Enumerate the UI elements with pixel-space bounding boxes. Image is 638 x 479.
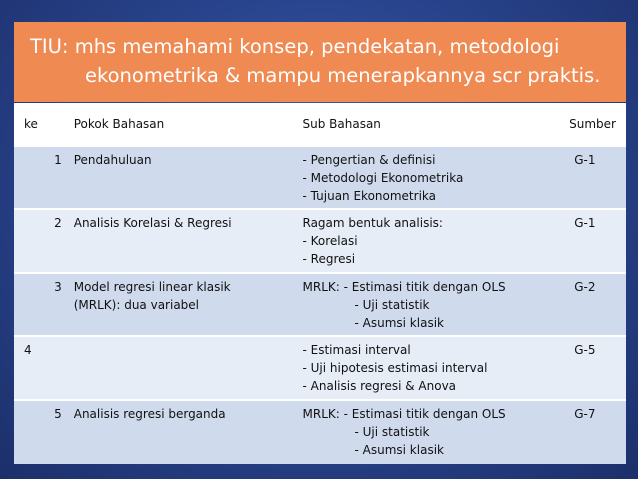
- sub-line: - Analisis regresi & Anova: [302, 379, 457, 393]
- row-sumber: G-5: [574, 343, 596, 357]
- pokok-line: Model regresi linear klasik: [73, 280, 231, 294]
- sub-line: - Uji statistik: [354, 425, 430, 439]
- sub-line: Ragam bentuk analisis:: [302, 216, 443, 230]
- sub-line: - Tujuan Ekonometrika: [302, 189, 436, 203]
- sub-line: - Asumsi klasik: [354, 316, 444, 330]
- sub-line: - Metodologi Ekonometrika: [302, 171, 464, 185]
- slide-title: [14, 22, 626, 102]
- header-sumber: Sumber: [569, 117, 616, 131]
- row-pokok: [66, 273, 295, 336]
- row-number: 5: [54, 407, 62, 421]
- sub-line: - Estimasi interval: [302, 343, 411, 357]
- row-pokok: [66, 400, 295, 464]
- sub-line: - Korelasi: [302, 234, 358, 248]
- row-sub: [295, 209, 544, 273]
- row-number: 3: [54, 280, 62, 294]
- row-sumber: G-7: [574, 407, 596, 421]
- pokok-line: (MRLK): dua variabel: [73, 298, 200, 312]
- sub-line: MRLK: - Estimasi titik dengan OLS: [302, 407, 506, 421]
- table-row: [14, 336, 626, 400]
- header-ke: ke: [24, 117, 38, 131]
- table-header-row: [14, 103, 626, 146]
- table-row: [14, 273, 626, 336]
- row-sumber: G-2: [574, 280, 596, 294]
- sub-line: - Asumsi klasik: [354, 443, 444, 457]
- sub-line: - Uji hipotesis estimasi interval: [302, 361, 488, 375]
- title-line-1: TIU: mhs memahami konsep, pendekatan, metodologi: [30, 35, 560, 58]
- table-row: [14, 146, 626, 209]
- sub-line: - Pengertian & definisi: [302, 153, 436, 167]
- row-sub: [295, 146, 544, 209]
- table-row: [14, 209, 626, 273]
- row-number: 1: [54, 153, 62, 167]
- header-sub-bahasan: Sub Bahasan: [302, 117, 381, 131]
- sub-line: - Regresi: [302, 252, 356, 266]
- row-sumber: G-1: [574, 216, 596, 230]
- header-pokok-bahasan: Pokok Bahasan: [73, 117, 165, 131]
- table-row: [14, 400, 626, 464]
- sub-line: - Uji statistik: [354, 298, 430, 312]
- row-pokok: [66, 209, 295, 273]
- row-number: 2: [54, 216, 62, 230]
- sub-line: MRLK: - Estimasi titik dengan OLS: [302, 280, 506, 294]
- pokok-line: Pendahuluan: [73, 153, 152, 167]
- row-sub: [295, 400, 544, 464]
- title-line-2: ekonometrika & mampu menerapkannya scr praktis.: [85, 64, 601, 87]
- row-sumber: G-1: [574, 153, 596, 167]
- row-pokok: [66, 146, 295, 209]
- row-number: 4: [24, 343, 32, 357]
- row-sub: [295, 273, 544, 336]
- pokok-line: Analisis regresi berganda: [73, 407, 226, 421]
- row-pokok: [66, 336, 295, 400]
- pokok-line: Analisis Korelasi & Regresi: [73, 216, 232, 230]
- syllabus-table: [14, 103, 626, 464]
- row-sub: [295, 336, 544, 400]
